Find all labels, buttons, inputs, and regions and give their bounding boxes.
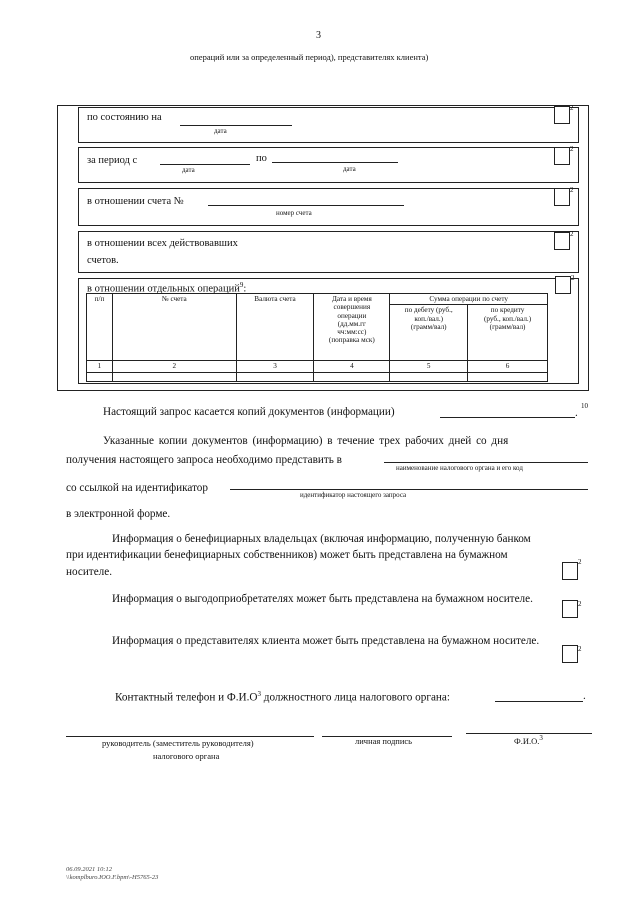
period-from-caption: дата [182,166,195,174]
request-id-field[interactable] [230,489,588,490]
operations-table [86,293,548,382]
stamp-line2: \\komplburo.ЮО.F.bpm\-H5765-23 [66,874,159,882]
fio-caption [514,734,543,746]
beneficial-line3: носителе. [66,566,113,578]
contact-label-after: должностного лица налогового органа: [263,691,450,704]
beneficial-line1: Информация о бенефициарных владельцах (включая информацию, полученную банком [112,533,531,545]
period-from-field[interactable] [160,164,250,165]
account-number-field[interactable] [208,205,404,206]
credit-line: по кредиту [490,306,525,315]
col-number-3: 3 [236,361,314,372]
stamp-line1: 06.09.2021 10:12 [66,866,113,873]
operations-label-text: в отношении отдельных операций [87,283,240,295]
credit-line: (руб., коп./вал.) [483,314,532,323]
col-sum-header: Сумма операции по счету [390,294,548,305]
account-label: в отношении счета № [87,196,184,207]
period-footnote: 2 [570,145,574,153]
beneficial-footnote: 2 [578,558,582,566]
col-currency-header: Валюта счета [236,294,314,361]
credit-line: (грамм/вал) [489,322,526,331]
as-of-footnote: 2 [570,104,574,112]
fio-footnote: 3 [539,734,543,742]
beneficiaries-footnote: 2 [578,600,582,608]
contact-label: Контактный телефон и Ф.И.О [115,691,258,704]
head-caption-line2: налогового органа [153,751,220,761]
electronic-form-text: в электронной форме. [66,508,171,520]
table-cell-empty[interactable] [468,372,548,381]
operations-label-footnote: 9 [239,281,244,289]
contact-period: . [583,690,586,702]
col-number-5: 5 [390,361,468,372]
account-caption: номер счета [276,209,312,217]
beneficiaries-text: Информация о выгодоприобретателях может быть представлена на бумажном носителе. [112,593,533,605]
representatives-checkbox[interactable] [562,645,578,663]
fio-caption-text: Ф.И.О. [514,735,540,746]
datetime-line: совершения [333,303,371,312]
copies-field[interactable] [440,417,575,418]
col-number-1: 1 [87,361,113,372]
debit-line: (грамм/вал) [410,322,447,331]
col-debit-header [390,305,468,361]
account-footnote: 2 [570,186,574,194]
contact-text [115,690,450,704]
as-of-label: по состоянию на [87,112,162,123]
operations-label-colon: : [243,283,247,295]
reference-text: со ссылкой на идентификатор [66,482,208,494]
datetime-line: (дд.мм.гг [337,319,366,328]
head-caption-line1: руководитель (заместитель руководителя) [102,738,254,748]
col-credit-header [468,305,548,361]
table-cell-empty[interactable] [87,372,113,381]
table-cell-empty[interactable] [390,372,468,381]
operations-checkbox[interactable] [555,276,571,294]
print-stamp [66,866,158,883]
datetime-line: Дата и время [331,295,372,303]
period-from-label: за период с [87,155,138,166]
copies-footnote: 10 [581,402,588,410]
datetime-line: (поправка мск) [328,336,375,345]
table-cell-empty[interactable] [236,372,314,381]
as-of-caption: дата [214,127,227,135]
representatives-footnote: 2 [578,645,582,653]
tax-authority-caption: наименование налогового органа и его код [396,464,523,472]
all-accounts-line2: счетов. [87,255,119,266]
head-signature-line[interactable] [66,736,314,737]
beneficial-checkbox[interactable] [562,562,578,580]
deadline-line2: получения настоящего запроса необходимо представить в [66,454,342,466]
period-to-label: по [256,153,267,164]
as-of-date-field[interactable] [180,125,292,126]
header-text: операций или за определенный период), представителях клиента) [190,52,429,62]
row-account [78,188,579,226]
period-checkbox[interactable] [554,147,570,165]
col-datetime-header [314,294,390,361]
col-number-4: 4 [314,361,390,372]
signature-caption: личная подпись [355,736,413,746]
representatives-text: Информация о представителях клиента может быть представлена на бумажном носителе. [112,635,540,647]
copies-period: . [575,407,578,419]
datetime-line: чч:мм:сс) [337,328,367,337]
account-checkbox[interactable] [554,188,570,206]
beneficiaries-checkbox[interactable] [562,600,578,618]
period-to-field[interactable] [272,162,398,163]
all-accounts-checkbox[interactable] [554,232,570,250]
all-accounts-footnote: 2 [570,230,574,238]
contact-field[interactable] [495,701,583,702]
datetime-line: операции [337,311,367,320]
as-of-checkbox[interactable] [554,106,570,124]
table-cell-empty[interactable] [112,372,236,381]
contact-footnote: 3 [257,690,261,698]
request-id-caption: идентификатор настоящего запроса [300,491,407,499]
col-account-header: № счета [112,294,236,361]
col-number-2: 2 [112,361,236,372]
col-num-header: п/п [87,294,113,361]
deadline-line1: Указанные копии документов (информацию) в течение трех рабочих дней со дня [103,435,509,447]
copies-text: Настоящий запрос касается копий документов (информации) [103,406,395,418]
period-to-caption: дата [343,165,356,173]
col-number-6: 6 [468,361,548,372]
page-number: 3 [316,30,321,41]
tax-authority-field[interactable] [384,462,588,463]
debit-line: коп./вал.) [414,314,444,323]
table-cell-empty[interactable] [314,372,390,381]
beneficial-line2: при идентификации бенефициарных собственников) может быть представлена на бумажном [66,549,508,561]
operations-footnote: 2 [571,274,575,282]
all-accounts-line1: в отношении всех действовавших [87,238,238,249]
debit-line: по дебету (руб., [404,306,453,315]
row-period [78,147,579,183]
